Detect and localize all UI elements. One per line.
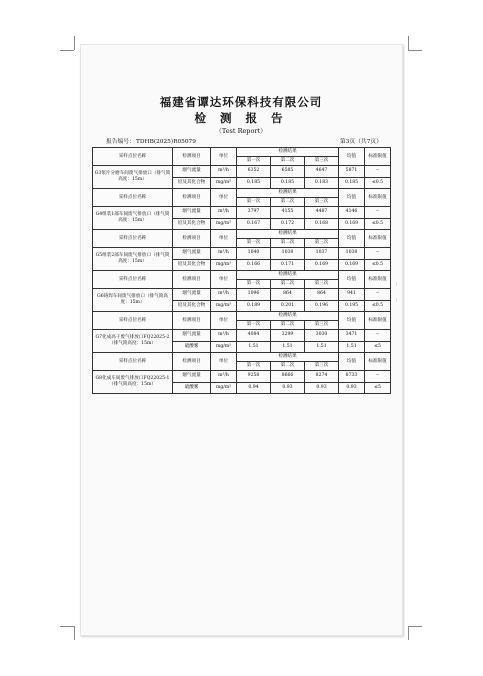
mean-cell: 4146 <box>339 207 365 219</box>
header-row <box>93 353 391 362</box>
value-second-cell: 864 <box>271 289 305 301</box>
mean-cell: 0.169 <box>339 259 365 271</box>
header-limit: 标准限值 <box>365 189 391 207</box>
unit-cell: m³/h <box>211 371 237 383</box>
value-third-cell: 4487 <box>305 207 339 219</box>
value-third-cell: 0.93 <box>305 382 339 394</box>
value-second-cell: 1.51 <box>271 341 305 353</box>
crop-mark-bottom-left-h <box>60 626 74 627</box>
header-first: 第一次 <box>237 198 271 207</box>
report-number-label: 报告编号： <box>106 139 135 145</box>
value-third-cell: 1.51 <box>305 341 339 353</box>
mean-cell: 0.185 <box>339 177 365 189</box>
sample-location: G5组装2部车间废气排放口（排气筒高度：15m） <box>93 248 173 271</box>
item-cell: 铅及其化合物 <box>173 218 211 230</box>
limit-cell: ≤5 <box>365 382 391 394</box>
item-cell: 铅及其化合物 <box>173 177 211 189</box>
seam-mark: ⁞ <box>396 282 398 288</box>
item-cell: 烟气流量 <box>173 289 211 301</box>
header-third: 第三次 <box>305 239 339 248</box>
header-unit: 单位 <box>211 271 237 289</box>
report-document <box>92 95 390 394</box>
limit-cell: ≤0.5 <box>365 218 391 230</box>
header-results: 检测结果 <box>237 353 339 362</box>
value-first-cell: 4084 <box>237 330 271 342</box>
mean-cell: 8733 <box>339 371 365 383</box>
value-second-cell: 8666 <box>271 371 305 383</box>
item-cell: 烟气流量 <box>173 330 211 342</box>
header-mean: 均值 <box>339 230 365 248</box>
header-results: 检测结果 <box>237 271 339 280</box>
value-second-cell: 0.93 <box>271 382 305 394</box>
mean-cell: 1038 <box>339 248 365 260</box>
crop-mark-bottom-right-h <box>408 626 422 627</box>
header-results: 检测结果 <box>237 189 339 198</box>
header-first: 第一次 <box>237 321 271 330</box>
limit-cell: ≤5 <box>365 341 391 353</box>
unit-cell: m³/h <box>211 207 237 219</box>
table-row <box>93 207 391 219</box>
header-row <box>93 312 391 321</box>
limit-cell: -- <box>365 371 391 383</box>
header-row <box>93 230 391 239</box>
value-first-cell: 0.167 <box>237 218 271 230</box>
limit-cell: ≤0.5 <box>365 300 391 312</box>
value-third-cell: 0.169 <box>305 259 339 271</box>
value-third-cell: 4647 <box>305 166 339 178</box>
crop-mark-top-left-h <box>60 50 74 51</box>
header-first: 第一次 <box>237 362 271 371</box>
unit-cell: mg/m³ <box>211 341 237 353</box>
value-first-cell: 1096 <box>237 289 271 301</box>
company-name: 福建省谭达环保科技有限公司 <box>159 95 323 109</box>
header-item: 检测项目 <box>173 189 211 207</box>
header-sample-point: 采样点位名称 <box>93 312 173 330</box>
table-row <box>93 330 391 342</box>
value-third-cell: 0.168 <box>305 218 339 230</box>
header-sample-point: 采样点位名称 <box>93 353 173 371</box>
header-limit: 标准限值 <box>365 230 391 248</box>
header-unit: 单位 <box>211 189 237 207</box>
header-mean: 均值 <box>339 312 365 330</box>
header-results: 检测结果 <box>237 230 339 239</box>
header-limit: 标准限值 <box>365 353 391 371</box>
report-number <box>106 138 196 146</box>
header-item: 检测项目 <box>173 148 211 166</box>
value-third-cell: 1037 <box>305 248 339 260</box>
table-row <box>93 289 391 301</box>
header-third: 第三次 <box>305 198 339 207</box>
seam-mark: ⁞ <box>396 298 398 304</box>
header-second: 第二次 <box>271 157 305 166</box>
crop-mark-bottom-right-v <box>408 626 409 640</box>
item-cell: 烟气流量 <box>173 248 211 260</box>
unit-cell: m³/h <box>211 330 237 342</box>
value-first-cell: 0.166 <box>237 259 271 271</box>
header-mean: 均值 <box>339 189 365 207</box>
mean-cell: 0.195 <box>339 300 365 312</box>
header-sample-point: 采样点位名称 <box>93 148 173 166</box>
header-results: 检测结果 <box>237 148 339 157</box>
header-unit: 单位 <box>211 353 237 371</box>
report-number-value: TDHB(2025)R05079 <box>136 139 196 145</box>
item-cell: 硫酸雾 <box>173 341 211 353</box>
mean-cell: 941 <box>339 289 365 301</box>
report-title: 检 测 报 告 <box>194 111 288 125</box>
item-cell: 硫酸雾 <box>173 382 211 394</box>
header-item: 检测项目 <box>173 230 211 248</box>
limit-cell: -- <box>365 289 391 301</box>
crop-mark-top-right-h <box>408 50 422 51</box>
header-first: 第一次 <box>237 157 271 166</box>
limit-cell: -- <box>365 166 391 178</box>
item-cell: 铅及其化合物 <box>173 259 211 271</box>
header-sample-point: 采样点位名称 <box>93 189 173 207</box>
item-cell: 铅及其化合物 <box>173 300 211 312</box>
page-info: 第3页（共7页） <box>339 139 382 145</box>
header-row <box>93 189 391 198</box>
header-second: 第二次 <box>271 280 305 289</box>
header-first: 第一次 <box>237 239 271 248</box>
header-second: 第二次 <box>271 321 305 330</box>
header-mean: 均值 <box>339 271 365 289</box>
header-mean: 均值 <box>339 353 365 371</box>
value-second-cell: 6585 <box>271 166 305 178</box>
header-first: 第一次 <box>237 280 271 289</box>
header-sample-point: 采样点位名称 <box>93 271 173 289</box>
table-row <box>93 166 391 178</box>
value-second-cell: 0.172 <box>271 218 305 230</box>
header-second: 第二次 <box>271 239 305 248</box>
value-third-cell: 0.196 <box>305 300 339 312</box>
item-cell: 烟气流量 <box>173 166 211 178</box>
value-first-cell: 1040 <box>237 248 271 260</box>
crop-mark-top-left-v <box>74 36 75 50</box>
value-first-cell: 0.189 <box>237 300 271 312</box>
unit-cell: m³/h <box>211 166 237 178</box>
header-unit: 单位 <box>211 312 237 330</box>
value-third-cell: 8274 <box>305 371 339 383</box>
unit-cell: m³/h <box>211 289 237 301</box>
header-third: 第三次 <box>305 157 339 166</box>
header-unit: 单位 <box>211 148 237 166</box>
table-row <box>93 248 391 260</box>
value-second-cell: 3299 <box>271 330 305 342</box>
header-third: 第三次 <box>305 362 339 371</box>
value-third-cell: 0.183 <box>305 177 339 189</box>
limit-cell: -- <box>365 330 391 342</box>
value-second-cell: 0.185 <box>271 177 305 189</box>
value-first-cell: 3797 <box>237 207 271 219</box>
mean-cell: 3471 <box>339 330 365 342</box>
limit-cell: -- <box>365 248 391 260</box>
results-table <box>92 147 391 394</box>
unit-cell: mg/m³ <box>211 382 237 394</box>
header-limit: 标准限值 <box>365 271 391 289</box>
sample-location: G6铸焊车间废气排放口（排气筒高度：15m） <box>93 289 173 312</box>
report-subtitle: （Test Report） <box>215 127 267 135</box>
header-item: 检测项目 <box>173 353 211 371</box>
value-first-cell: 1.51 <box>237 341 271 353</box>
item-cell: 烟气流量 <box>173 371 211 383</box>
unit-cell: mg/m³ <box>211 218 237 230</box>
sample-location: G3浆片分磨车间废气排放口（排气筒高度：15m） <box>93 166 173 189</box>
unit-cell: m³/h <box>211 248 237 260</box>
mean-cell: 5871 <box>339 166 365 178</box>
mean-cell: 0.169 <box>339 218 365 230</box>
limit-cell: -- <box>365 207 391 219</box>
header-row <box>93 148 391 157</box>
sample-location: G7化成高干废气排放口FQ22025-2（排气筒高度：15m） <box>93 330 173 353</box>
unit-cell: mg/m³ <box>211 177 237 189</box>
report-meta <box>92 138 390 146</box>
unit-cell: mg/m³ <box>211 300 237 312</box>
limit-cell: ≤0.5 <box>365 259 391 271</box>
table-row <box>93 371 391 383</box>
value-first-cell: 6352 <box>237 166 271 178</box>
header-limit: 标准限值 <box>365 148 391 166</box>
mean-cell: 1.51 <box>339 341 365 353</box>
unit-cell: mg/m³ <box>211 259 237 271</box>
header-row <box>93 271 391 280</box>
header-second: 第二次 <box>271 362 305 371</box>
value-first-cell: 0.185 <box>237 177 271 189</box>
mean-cell: 0.93 <box>339 382 365 394</box>
header-limit: 标准限值 <box>365 312 391 330</box>
value-third-cell: 3030 <box>305 330 339 342</box>
value-second-cell: 0.201 <box>271 300 305 312</box>
value-first-cell: 0.94 <box>237 382 271 394</box>
crop-mark-top-right-v <box>408 36 409 50</box>
header-third: 第三次 <box>305 321 339 330</box>
header-third: 第三次 <box>305 280 339 289</box>
header-item: 检测项目 <box>173 312 211 330</box>
value-second-cell: 0.171 <box>271 259 305 271</box>
header-unit: 单位 <box>211 230 237 248</box>
value-first-cell: 9258 <box>237 371 271 383</box>
header-second: 第二次 <box>271 198 305 207</box>
sample-location: G8化成车间废气排放口FQ22025-1（排气筒高度：15m） <box>93 371 173 394</box>
crop-mark-bottom-left-v <box>74 626 75 640</box>
header-mean: 均值 <box>339 148 365 166</box>
limit-cell: ≤0.5 <box>365 177 391 189</box>
value-third-cell: 864 <box>305 289 339 301</box>
value-second-cell: 4155 <box>271 207 305 219</box>
header-sample-point: 采样点位名称 <box>93 230 173 248</box>
header-results: 检测结果 <box>237 312 339 321</box>
value-second-cell: 1038 <box>271 248 305 260</box>
sample-location: G4组装1部车间废气排放口（排气筒高度：15m） <box>93 207 173 230</box>
item-cell: 烟气流量 <box>173 207 211 219</box>
header-item: 检测项目 <box>173 271 211 289</box>
